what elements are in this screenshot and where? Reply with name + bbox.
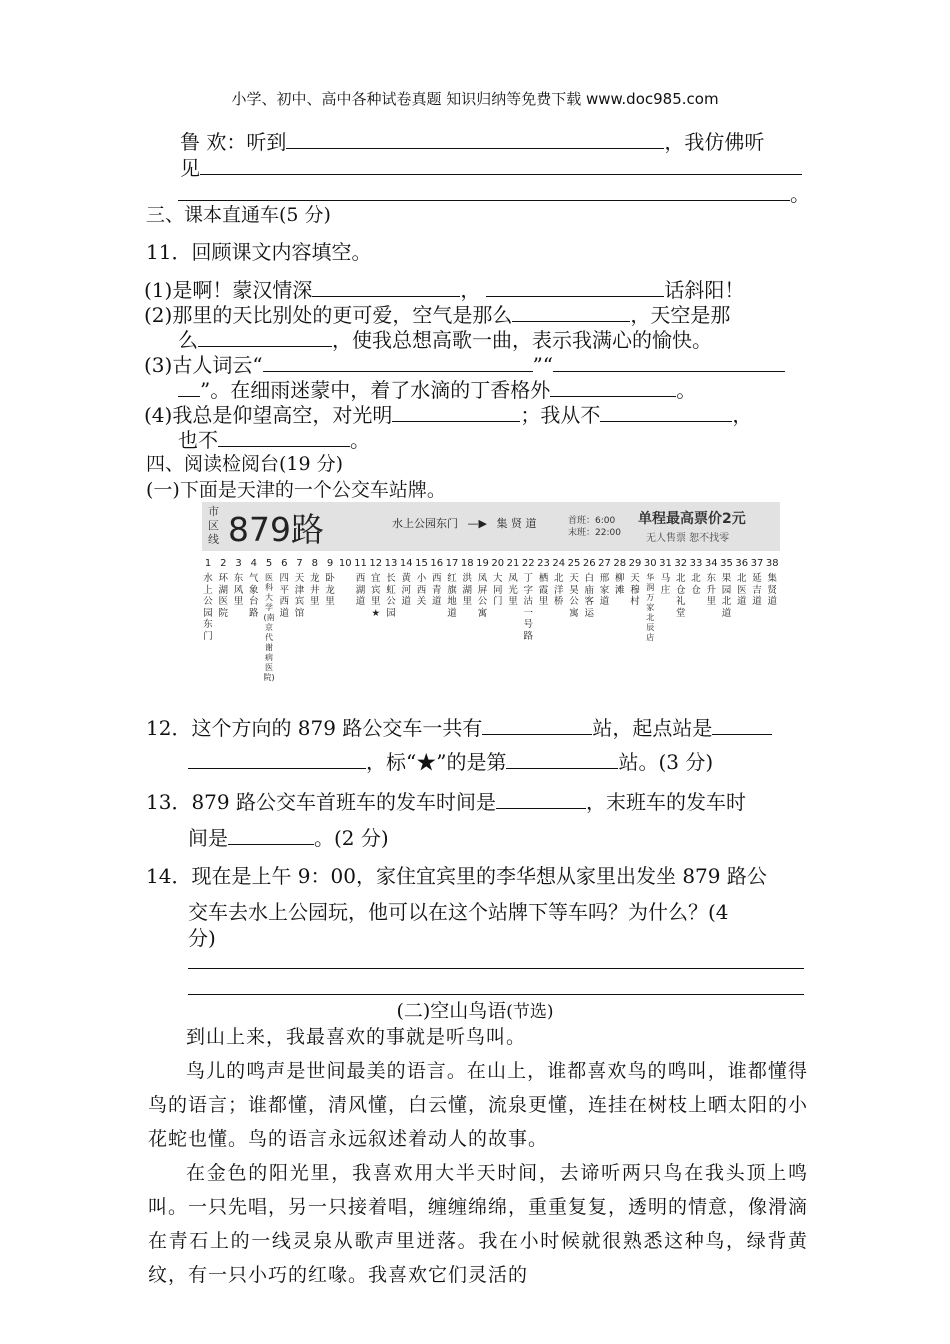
stop-number: 10 [338,558,352,569]
arrow-right-icon: —▶ [467,517,487,530]
stop-name: 柳滩 [614,573,625,596]
answer-blank[interactable] [218,425,350,447]
stop-name: 北洋桥 [553,573,564,607]
stop-number: 8 [311,558,318,569]
stop-number: 38 [765,558,779,569]
stop-name: 红旗地道 [447,573,457,619]
stop-number: 32 [674,558,688,569]
stop-name: 四平西道 [279,573,289,619]
answer-blank[interactable] [263,350,533,372]
stop-name: 西湖道 [355,573,366,607]
stop-number: 33 [689,558,703,569]
sign-times [568,515,621,539]
stop-name: 东升里 [706,573,716,607]
stop-name: 天津宾馆 [294,573,305,619]
stop-number: 1 [204,558,212,569]
answer-blank[interactable] [392,400,520,422]
luxun-line-1 [180,126,764,155]
stop-name: 北仓礼堂 [675,573,686,619]
answer-blank[interactable] [198,325,332,347]
answer-blank[interactable] [286,127,664,149]
q11-4-text: (4)我总是仰望高空，对光明 [144,403,393,427]
q11-1-text: (1)是啊！蒙汉情深 [144,278,313,302]
stop-name: 龙井里 [309,573,320,607]
stop-number: 3 [235,558,242,569]
answer-blank[interactable] [600,400,732,422]
q11-4-text2: ；我从不 [520,403,601,427]
q13-cont [188,822,389,851]
stop-name: 水上公园东门 [203,573,213,642]
stop-number: 37 [750,558,764,569]
luxun-end-mark: 。 [790,182,810,206]
answer-line[interactable] [188,968,804,969]
q13-text4: 。(2 分) [314,826,389,850]
answer-blank[interactable] [228,823,314,845]
sign-sale-note: 无人售票 恕不找零 [646,533,730,544]
stop-number: 5 [265,558,273,569]
q11-1-end: 话斜阳！ [664,278,745,302]
page-header: 小学、初中、高中各种试卷真题 知识归纳等免费下载 www.doc985.com [231,90,719,108]
stop-number: 4 [250,558,257,569]
sign-direction [392,515,536,531]
stop-name: 邢家道 [599,573,610,607]
stop-number: 12 [369,558,383,569]
stop-name: 天穆村 [630,573,640,607]
stop-name: 气象台路 [248,573,259,619]
stop-name: 栖霞里 [538,573,549,607]
stop-number: 28 [613,558,627,569]
answer-blank[interactable] [712,713,772,735]
answer-blank[interactable] [553,350,785,372]
answer-blank[interactable] [200,153,802,175]
stop-number: 7 [296,558,303,569]
stop-number: 17 [445,558,459,569]
stop-number: 16 [430,558,444,569]
bus-stop-sign [202,502,780,684]
passage-paragraph-3: 在金色的阳光里，我喜欢用大半天时间，去谛听两只鸟在我头顶上鸣叫。一只先唱，另一只接着唱，缠缠绵绵，重重复复，透明的情意，像滑滴在青石上的一线灵泉从歌声里迸落。我在小时候就很熟悉这种鸟，绿背黄纹，有一只小巧的红喙。我喜欢它们灵活的 [148,1162,809,1286]
stop-name: 凤屏公寓 [477,573,488,619]
stop-name: 东风里 [233,573,244,607]
passage-title-main: (二)空山鸟语 [396,1000,507,1022]
stop-number: 15 [415,558,428,569]
q11-4-comma: ， [732,403,753,427]
stop-name: 卧龙里 [325,573,335,607]
stop-name: 小西关 [416,573,427,607]
luxun-prefix: 鲁 欢：听到 [180,130,287,154]
stop-number: 22 [521,558,535,569]
stop-name: 黄河道 [401,573,411,607]
sign-zone-label: 市区线 [208,505,219,546]
stop-number: 24 [552,558,566,569]
answer-blank[interactable] [178,375,200,397]
stop-number: 9 [326,558,334,569]
q13 [146,786,746,815]
q12-text4: 站。(3 分) [618,750,714,774]
stop-name: 凤光里 [508,573,518,607]
q11-2-text2: ，天空是那 [630,303,731,327]
sign-last-bus: 末班：22:00 [568,528,621,538]
q13-text: 13．879 路公交车首班车的发车时间是 [146,790,496,814]
stop-number: 19 [476,558,489,569]
answer-blank[interactable] [550,375,676,397]
q11-title: 11．回顾课文内容填空。 [146,240,372,264]
q12-text3: ，标“★”的是第 [366,750,507,774]
sign-fare: 单程最高票价2元 [638,511,746,527]
stop-name: 华润万家北辰店 [646,573,655,642]
q11-2-text4: ，使我总想高歌一曲，表示我满心的愉快。 [332,328,712,352]
q12-cont [188,746,713,775]
stop-number: 35 [720,558,733,569]
stop-name: 丁字沽一号路 [523,573,533,642]
stop-number: 29 [628,558,642,569]
stop-name: 北医道 [736,573,747,607]
answer-blank[interactable] [486,275,664,297]
passage-paragraph-2: 鸟儿的鸣声是世间最美的语言。在山上，谁都喜欢鸟的鸣叫，谁都懂得鸟的语言；谁都懂，清风懂，白云懂，流泉更懂，连挂在树枝上晒太阳的小花蛇也懂。鸟的语言永远叙述着动人的故事。 [148,1060,809,1150]
q13-text2: ，末班车的发车时 [585,790,746,814]
answer-blank[interactable] [178,179,790,201]
sign-from: 水上公园东门 [392,517,458,530]
q12-text: 12．这个方向的 879 路公交车一共有 [146,716,483,740]
stop-name: 天昊公寓 [569,573,579,619]
stop-number: 36 [735,558,749,569]
stop-name: 环湖医院 [218,573,228,619]
luxun-line2-start: 见 [180,156,200,180]
section3-title: 三、课本直通车(5 分) [146,204,331,226]
answer-blank[interactable] [312,275,460,297]
sign-to: 集 贤 道 [496,517,537,530]
stop-name: 马庄 [660,573,671,596]
stop-number: 11 [354,558,367,569]
passage-body [148,1020,808,1292]
stop-number: 31 [659,558,672,569]
q11-2-text3: 么 [178,328,198,352]
passage-paragraph-1: 到山上来，我最喜欢的事就是听鸟叫。 [186,1026,527,1048]
luxun-middle: ，我仿佛听 [664,130,765,154]
stop-name: 洪湖里 [462,573,472,607]
stop-number: 13 [384,558,398,569]
q11-2-text: (2)那里的天比别处的更可爱，空气是那么 [144,303,513,327]
answer-blank[interactable] [512,300,630,322]
q13-text3: 间是 [188,826,228,850]
q11-4-end: 。 [350,428,370,452]
section4-title: 四、阅读检阅台(19 分) [146,453,344,475]
stop-name: 果园北道 [721,573,732,619]
stop-number: 21 [506,558,520,569]
passage-subtitle: (节选) [506,1002,554,1022]
answer-blank[interactable] [496,787,586,809]
stop-name: 宜宾里★ [370,573,381,619]
stop-number: 6 [281,558,288,569]
stop-number: 34 [704,558,718,569]
q11-4-text3: 也不 [178,428,218,452]
q11-3-quote: ”“ [532,353,554,377]
stop-name: 西青道 [431,573,442,607]
sign-route-number: 879路 [228,510,324,549]
stop-number: 20 [491,558,505,569]
stop-number: 27 [598,558,611,569]
stop-name: 大同门 [492,573,503,607]
stop-number: 18 [460,558,474,569]
answer-line[interactable] [188,994,804,995]
stop-name: 白庙客运 [584,573,594,619]
stop-number: 2 [220,558,227,569]
q14: 14．现在是上午 9：00，家住宜宾里的李华想从家里出发坐 879 路公 [146,864,767,888]
stop-name: 长虹公园 [386,573,396,619]
passage-title [0,996,950,1023]
stop-number: 25 [567,558,581,569]
luxun-line-2 [180,152,802,181]
stop-number: 23 [537,558,550,569]
answer-blank[interactable] [506,747,618,769]
stop-name: 延吉道 [752,573,762,607]
answer-blank[interactable] [482,713,592,735]
stop-number: 14 [399,558,413,569]
q11-1-comma: ， [460,278,481,302]
stop-number: 26 [582,558,596,569]
section4-part1-intro: (一)下面是天津的一个公交车站牌。 [146,479,446,501]
stop-number: 30 [643,558,657,569]
q11-3-text: (3)古人词云“ [144,353,263,377]
q14-cont: 交车去水上公园玩，他可以在这个站牌下等车吗？为什么？(4 [188,900,729,924]
q11-3-end: 。 [676,378,697,402]
stop-name: 医科大学(南京代谢病医院) [263,573,275,682]
stop-name: 北仓 [691,573,701,596]
q12 [146,712,772,741]
answer-blank[interactable] [188,747,366,769]
q12-text2: 站，起点站是 [592,716,713,740]
q14-cont2: 分) [188,926,216,950]
sign-first-bus: 首班：6:00 [568,516,616,526]
stop-name: 集贤道 [767,573,777,607]
q11-3-text2: ”。在细雨迷蒙中，着了水滴的丁香格外 [200,378,551,402]
